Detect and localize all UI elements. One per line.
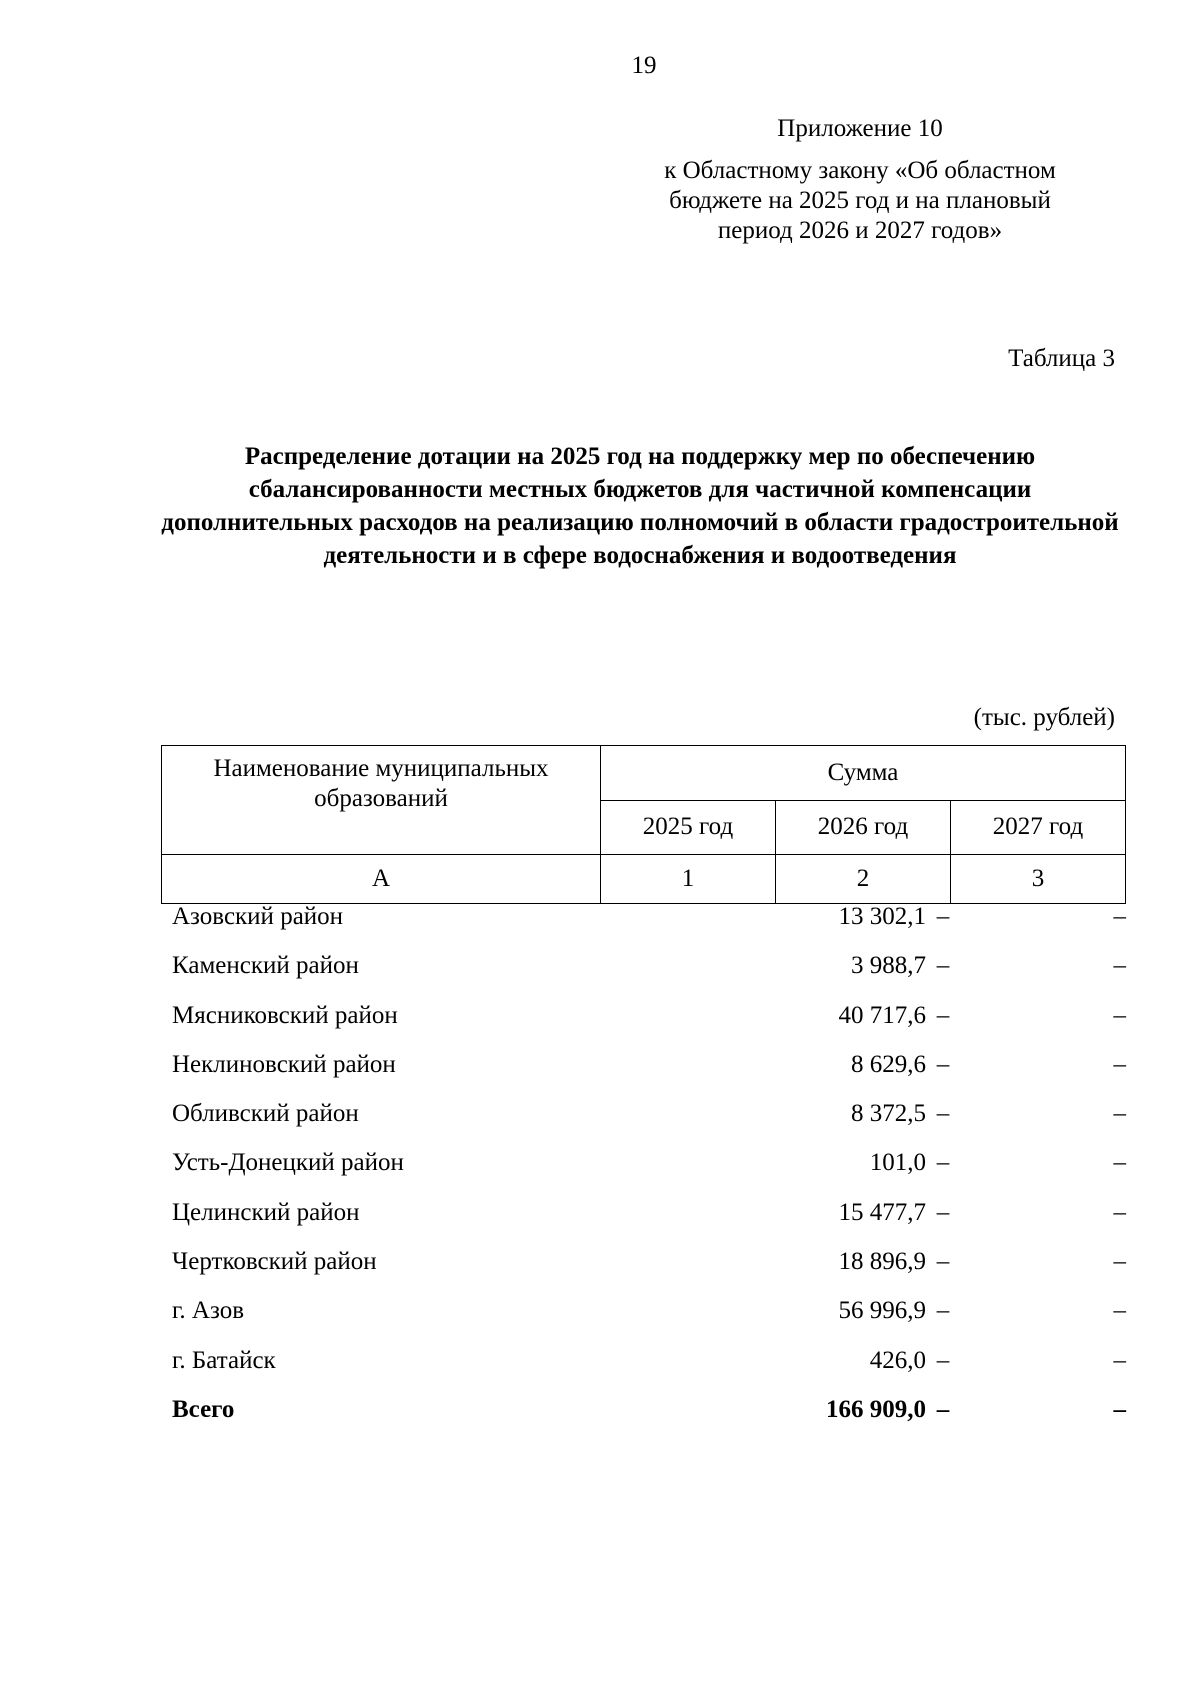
- row-name: Целинский район: [172, 1198, 360, 1226]
- row-value-2026: –: [936, 1050, 950, 1078]
- row-value-2026: –: [936, 952, 950, 980]
- row-value-2026: –: [936, 1001, 950, 1029]
- row-value-2027: –: [1113, 1149, 1126, 1177]
- row-value-2027: –: [1113, 1001, 1126, 1029]
- header-year-2025: 2025 год: [601, 800, 776, 855]
- header-year-2026: 2026 год: [776, 800, 951, 855]
- row-value-2025: 426,0: [869, 1346, 926, 1374]
- table-row: [161, 1341, 1126, 1390]
- row-value-2027: –: [1113, 952, 1126, 980]
- row-name: г. Азов: [172, 1297, 245, 1325]
- row-value-2026: –: [936, 1198, 950, 1226]
- row-value-2025: 8 629,6: [851, 1050, 926, 1078]
- table-row: [161, 1143, 1126, 1192]
- total-value-2027: –: [1113, 1395, 1126, 1423]
- row-name: Усть-Донецкий район: [172, 1149, 404, 1177]
- row-value-2025: 15 477,7: [838, 1198, 926, 1226]
- table-row: [161, 1193, 1126, 1242]
- row-value-2027: –: [1113, 903, 1126, 930]
- table-row: [161, 1291, 1126, 1340]
- row-value-2025: 101,0: [869, 1149, 926, 1177]
- row-value-2027: –: [1113, 1100, 1126, 1128]
- row-name: Обливский район: [172, 1100, 359, 1128]
- header-num-3: 3: [951, 855, 1126, 904]
- row-name: Каменский район: [172, 952, 359, 980]
- row-name: Мясниковский район: [172, 1001, 398, 1029]
- row-value-2025: 40 717,6: [838, 1001, 926, 1029]
- row-value-2026: –: [936, 1297, 950, 1325]
- row-value-2025: 3 988,7: [851, 952, 926, 980]
- table-row: [161, 946, 1126, 995]
- table-row: [161, 996, 1126, 1045]
- total-name: Всего: [172, 1395, 235, 1423]
- total-value-2025: 166 909,0: [826, 1395, 926, 1423]
- units-label: (тыс. рублей): [973, 704, 1115, 731]
- table-row: [161, 1045, 1126, 1094]
- total-value-2026: –: [936, 1395, 950, 1423]
- table-row: [161, 1242, 1126, 1291]
- row-name: г. Батайск: [172, 1346, 276, 1374]
- header-num-1: 1: [601, 855, 776, 904]
- row-value-2027: –: [1113, 1198, 1126, 1226]
- table-label: Таблица 3: [1008, 345, 1115, 372]
- header-name-column: Наименование муниципальных образований: [162, 746, 601, 855]
- table-header: [161, 745, 1126, 904]
- row-value-2026: –: [936, 903, 950, 930]
- page-number: 19: [631, 52, 657, 79]
- row-name: Неклиновский район: [172, 1050, 396, 1078]
- row-value-2027: –: [1113, 1248, 1126, 1276]
- row-value-2025: 8 372,5: [851, 1100, 926, 1128]
- table-body: [161, 897, 1126, 1439]
- table-row: [161, 897, 1126, 946]
- document-title: Распределение дотации на 2025 год на поддержку мер по обеспечению сбалансированности местных бюджетов для частичной компенсации дополнительных расходов на реализацию полномочий в области градостроительной деятельности и в сфере водоснабжения и водоотведения: [161, 443, 1119, 569]
- row-value-2026: –: [936, 1100, 950, 1128]
- header-num-a: А: [162, 855, 601, 904]
- header-year-2027: 2027 год: [951, 800, 1126, 855]
- table-total-row: [161, 1390, 1126, 1439]
- header-sum-column: Сумма: [601, 746, 1126, 801]
- row-value-2027: –: [1113, 1346, 1126, 1374]
- row-value-2025: 56 996,9: [838, 1297, 926, 1325]
- row-value-2026: –: [936, 1346, 950, 1374]
- table-row: [161, 1094, 1126, 1143]
- appendix-title: Приложение 10: [777, 115, 943, 142]
- row-value-2027: –: [1113, 1297, 1126, 1325]
- header-num-2: 2: [776, 855, 951, 904]
- appendix-reference: к Областному закону «Об областном бюджете на 2025 год и на плановый период 2026 и 2027 годов»: [664, 157, 1056, 244]
- row-value-2026: –: [936, 1248, 950, 1276]
- row-name: Азовский район: [172, 903, 344, 930]
- row-value-2025: 13 302,1: [838, 903, 926, 930]
- row-value-2025: 18 896,9: [838, 1248, 926, 1276]
- row-value-2026: –: [936, 1149, 950, 1177]
- row-name: Чертковский район: [172, 1248, 377, 1276]
- row-value-2027: –: [1113, 1050, 1126, 1078]
